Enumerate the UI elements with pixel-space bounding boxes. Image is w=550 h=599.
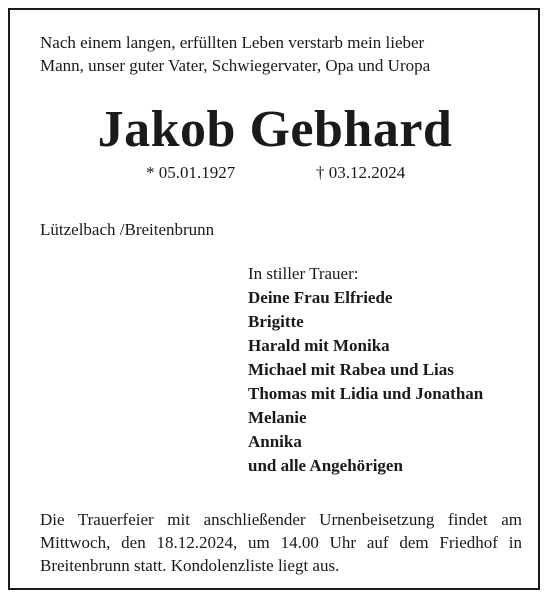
closing-line: Die Trauerfeier mit anschließender Urnenbeisetzung findet am (40, 510, 522, 529)
funeral-details (40, 508, 522, 577)
birth-date: * 05.01.1927 (146, 163, 236, 182)
mourners-list (248, 286, 483, 478)
mourner-item: Deine Frau Elfriede (248, 288, 393, 307)
intro-text (40, 31, 510, 77)
mourner-item: Annika (248, 432, 302, 451)
place-of-residence: Lützelbach /Breitenbrunn (40, 220, 215, 239)
mourning-heading: In stiller Trauer: (248, 264, 359, 283)
mourner-item: Michael mit Rabea und Lias (248, 360, 454, 379)
mourners-block (248, 262, 483, 478)
intro-line: Mann, unser guter Vater, Schwiegervater, Opa und Uropa (40, 56, 431, 75)
mourner-item: und alle Angehörigen (248, 456, 403, 475)
mourner-item: Brigitte (248, 312, 304, 331)
mourner-item: Thomas mit Lidia und Jonathan (248, 384, 484, 403)
intro-line: Nach einem langen, erfüllten Leben verstarb mein lieber (40, 33, 425, 52)
deceased-name: Jakob Gebhard (97, 101, 453, 158)
death-date: † 03.12.2024 (316, 163, 406, 182)
mourner-item: Harald mit Monika (248, 336, 390, 355)
mourner-item: Melanie (248, 408, 307, 427)
closing-line: Mittwoch, den 18.12.2024, um 14.00 Uhr auf dem Friedhof in (40, 533, 522, 552)
closing-line: Breitenbrunn statt. Kondolenzliste liegt aus. (40, 556, 340, 575)
